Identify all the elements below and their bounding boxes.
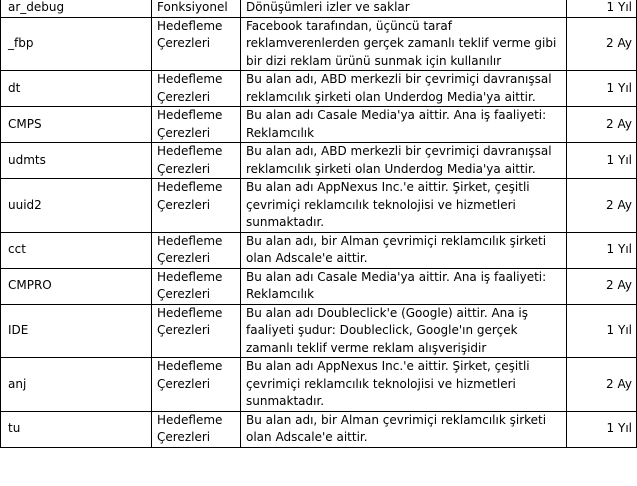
cookie-description-cell: Bu alan adı, bir Alman çevrimiçi reklamcılık şirketi olan Adscale'e aittir. — [241, 411, 567, 447]
cookie-description-cell: Bu alan adı, ABD merkezli bir çevrimiçi davranışsal reklamcılık şirketi olan Underdog Media'ya aittir. — [241, 71, 567, 107]
cookie-duration-cell: 2 Ay — [567, 358, 637, 412]
cookie-name-cell: CMPRO — [1, 268, 152, 304]
table-row — [1, 143, 637, 179]
cookie-category-cell: Hedefleme Çerezleri — [152, 411, 241, 447]
cookie-description-cell: Bu alan adı, ABD merkezli bir çevrimiçi davranışsal reklamcılık şirketi olan Underdog Media'ya aittir. — [241, 143, 567, 179]
cookie-category-cell: Hedefleme Çerezleri — [152, 143, 241, 179]
cookie-duration-cell: 1 Yıl — [567, 71, 637, 107]
cookie-description-cell: Bu alan adı Doubleclick'e (Google) aittir. Ana iş faaliyeti şudur: Doubleclick, Google'ın gerçek zamanlı teklif verme reklam alışverişidir — [241, 304, 567, 358]
table-row — [1, 411, 637, 447]
cookie-category-cell: Fonksiyonel — [152, 0, 241, 17]
cookie-category-cell: Hedefleme Çerezleri — [152, 71, 241, 107]
table-row — [1, 304, 637, 358]
table-row — [1, 17, 637, 71]
cookie-description-cell: Bu alan adı AppNexus Inc.'e aittir. Şirket, çeşitli çevrimiçi reklamcılık teknolojisi ve hizmetleri sunmaktadır. — [241, 179, 567, 233]
cookie-name-cell: udmts — [1, 143, 152, 179]
cookie-name-cell: tu — [1, 411, 152, 447]
cookie-name-cell: CMPS — [1, 107, 152, 143]
cookie-duration-cell: 2 Ay — [567, 17, 637, 71]
cookie-description-cell: Bu alan adı AppNexus Inc.'e aittir. Şirket, çeşitli çevrimiçi reklamcılık teknolojisi ve hizmetleri sunmaktadır. — [241, 358, 567, 412]
cookie-description-cell: Facebook tarafından, üçüncü taraf reklamverenlerden gerçek zamanlı teklif verme gibi bir dizi reklam ürünü sunmak için kullanılır — [241, 17, 567, 71]
cookie-description-cell: Bu alan adı, bir Alman çevrimiçi reklamcılık şirketi olan Adscale'e aittir. — [241, 232, 567, 268]
cookie-category-cell: Hedefleme Çerezleri — [152, 179, 241, 233]
cookie-name-cell: IDE — [1, 304, 152, 358]
cookie-description-cell: Bu alan adı Casale Media'ya aittir. Ana iş faaliyeti: Reklamcılık — [241, 107, 567, 143]
table-row — [1, 0, 637, 17]
cookie-duration-cell: 1 Yıl — [567, 304, 637, 358]
cookie-name-cell: _fbp — [1, 17, 152, 71]
cookie-category-cell: Hedefleme Çerezleri — [152, 107, 241, 143]
table-row — [1, 232, 637, 268]
cookie-category-cell: Hedefleme Çerezleri — [152, 232, 241, 268]
cookie-description-cell: Bu alan adı Casale Media'ya aittir. Ana iş faaliyeti: Reklamcılık — [241, 268, 567, 304]
cookie-name-cell: dt — [1, 71, 152, 107]
cookie-duration-cell: 1 Yıl — [567, 232, 637, 268]
cookie-name-cell: cct — [1, 232, 152, 268]
cookie-name-cell: uuid2 — [1, 179, 152, 233]
table-row — [1, 358, 637, 412]
table-row — [1, 71, 637, 107]
table-row — [1, 179, 637, 233]
cookie-table-body — [1, 0, 637, 447]
cookie-category-cell: Hedefleme Çerezleri — [152, 304, 241, 358]
cookie-duration-cell: 2 Ay — [567, 179, 637, 233]
cookie-description-cell: Dönüşümleri izler ve saklar — [241, 0, 567, 17]
cookie-duration-cell: 1 Yıl — [567, 411, 637, 447]
cookie-name-cell: ar_debug — [1, 0, 152, 17]
cookie-duration-cell: 1 Yıl — [567, 143, 637, 179]
cookie-category-cell: Hedefleme Çerezleri — [152, 17, 241, 71]
cookie-duration-cell: 2 Ay — [567, 107, 637, 143]
table-row — [1, 107, 637, 143]
cookie-name-cell: anj — [1, 358, 152, 412]
cookie-duration-cell: 2 Ay — [567, 268, 637, 304]
cookie-duration-cell: 1 Yıl — [567, 0, 637, 17]
cookie-category-cell: Hedefleme Çerezleri — [152, 268, 241, 304]
cookie-category-cell: Hedefleme Çerezleri — [152, 358, 241, 412]
table-row — [1, 268, 637, 304]
